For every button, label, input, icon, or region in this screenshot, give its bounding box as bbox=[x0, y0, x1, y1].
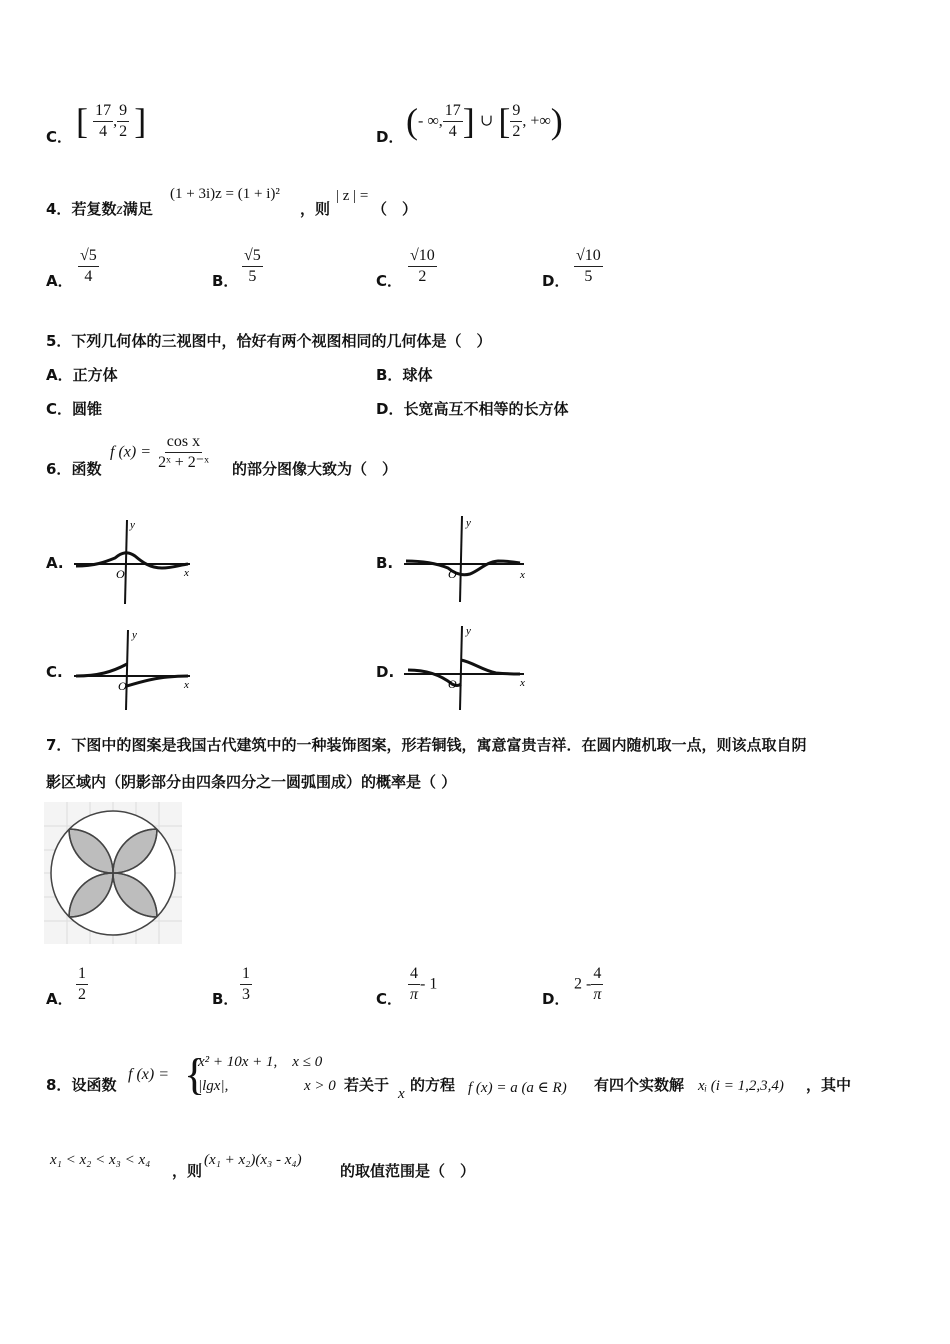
q6-stem-end: 的部分图像大致为（ ） bbox=[232, 460, 398, 478]
axis-label-y: y bbox=[466, 625, 471, 637]
q8-text-where: ，其中 bbox=[806, 1076, 852, 1094]
denominator: 2 bbox=[418, 268, 427, 285]
pos-infinity: , +∞ bbox=[522, 112, 551, 130]
q7-coin-figure bbox=[44, 802, 182, 944]
q7-option-c[interactable] bbox=[408, 964, 437, 1005]
y-axis bbox=[460, 516, 462, 602]
option-text: 球体 bbox=[402, 366, 433, 384]
q8-order: x₁ < x₂ < x₃ < x₄ bbox=[50, 1152, 151, 1168]
numerator: √10 bbox=[408, 246, 437, 267]
option-text: 长宽高互不相等的长方体 bbox=[403, 400, 569, 418]
q8-expression: (x₁ + x₂)(x₃ - x₄) bbox=[204, 1152, 302, 1168]
q4-option-c[interactable] bbox=[408, 246, 437, 287]
denominator: 3 bbox=[242, 986, 250, 1003]
left-bracket: [ bbox=[76, 101, 88, 141]
denominator: 4 bbox=[448, 122, 457, 140]
q3-option-d-math bbox=[406, 100, 563, 142]
q8-text-four-solutions: 有四个实数解 bbox=[594, 1076, 685, 1094]
origin-label: O bbox=[118, 679, 127, 693]
denominator: 4 bbox=[84, 268, 93, 285]
option-text: 圆锥 bbox=[72, 400, 103, 418]
prefix: 2 - bbox=[574, 975, 592, 993]
q6-option-a-label[interactable]: A. bbox=[46, 554, 64, 572]
question-number: 4． bbox=[46, 200, 72, 218]
neg-infinity: - ∞, bbox=[418, 112, 443, 130]
origin-label: O bbox=[448, 677, 457, 691]
numerator: 9 bbox=[510, 101, 522, 122]
axis-label-x: x bbox=[184, 679, 189, 691]
q3-option-c-label: C． bbox=[46, 128, 73, 146]
axis-label-y: y bbox=[132, 629, 137, 641]
q6-stem-start bbox=[46, 458, 101, 479]
q6-graph-b bbox=[400, 512, 535, 606]
q4-then: ，则 bbox=[300, 200, 331, 218]
q4-option-b[interactable] bbox=[242, 246, 263, 287]
q8-equation: f (x) = a (a ∈ R) bbox=[468, 1080, 567, 1096]
q8-solutions: xᵢ (i = 1,2,3,4) bbox=[698, 1078, 784, 1094]
question-number: 8． bbox=[46, 1076, 72, 1094]
q4-abs: | z | = bbox=[336, 188, 369, 204]
axis-label-x: x bbox=[184, 567, 189, 579]
denominator: 5 bbox=[248, 268, 257, 285]
q4-options bbox=[46, 246, 686, 298]
left-bracket: [ bbox=[498, 101, 511, 141]
q7-option-d[interactable] bbox=[574, 964, 603, 1005]
right-bracket: ] bbox=[462, 101, 475, 141]
numerator: √5 bbox=[242, 246, 263, 267]
q7-option-a-label: A． bbox=[46, 990, 73, 1008]
numerator: 9 bbox=[117, 101, 129, 122]
q8-text-range: 的取值范围是（ ） bbox=[340, 1162, 476, 1180]
q6-option-b-label[interactable]: B. bbox=[376, 554, 394, 572]
q6-graph-c bbox=[70, 624, 200, 714]
q4-equation: (1 + 3i)z = (1 + i)² bbox=[170, 186, 280, 202]
q4-option-d[interactable] bbox=[574, 246, 603, 287]
axis-label-x: x bbox=[520, 677, 525, 689]
text: 设函数 bbox=[71, 1076, 117, 1094]
origin-label: O bbox=[116, 567, 125, 581]
q4-stem bbox=[46, 198, 153, 219]
option-label: C． bbox=[46, 400, 73, 418]
curve-left bbox=[76, 664, 127, 676]
option-label: A． bbox=[46, 366, 73, 384]
q7-stem-line2: 影区域内（阴影部分由四条四分之一圆弧围成）的概率是（ ） bbox=[46, 773, 457, 791]
q6-option-d-label[interactable]: D. bbox=[376, 663, 395, 681]
option-label: B． bbox=[376, 366, 403, 384]
q7-option-d-label: D． bbox=[542, 990, 570, 1008]
q6-graph-a bbox=[70, 514, 200, 606]
q6-function bbox=[110, 432, 211, 473]
q7-option-b-label: B． bbox=[212, 990, 239, 1008]
q5-option-a[interactable] bbox=[46, 364, 118, 385]
denominator: 2 bbox=[78, 986, 86, 1003]
origin-label: O bbox=[448, 567, 457, 581]
text: 若复数 bbox=[71, 200, 117, 218]
q7-stem-line1: 7．下图中的图案是我国古代建筑中的一种装饰图案，形若铜钱，寓意富贵吉祥．在圆内随机取一点，则该点取自阴 bbox=[46, 736, 807, 754]
q5-option-c[interactable] bbox=[46, 398, 102, 419]
curve bbox=[76, 553, 188, 568]
axis-label-y: y bbox=[130, 519, 135, 531]
option-label: D． bbox=[376, 400, 404, 418]
q4-option-c-label: C． bbox=[376, 272, 403, 290]
q7-options bbox=[46, 964, 686, 1014]
q7-option-c-label: C． bbox=[376, 990, 403, 1008]
case-2-condition: x > 0 bbox=[304, 1078, 336, 1094]
y-axis bbox=[125, 520, 127, 604]
numerator: 4 bbox=[408, 964, 420, 985]
var-z: z bbox=[116, 201, 123, 218]
curve-right bbox=[461, 660, 520, 674]
text: 函数 bbox=[71, 460, 102, 478]
q7-option-a[interactable] bbox=[76, 964, 88, 1005]
left-paren: ( bbox=[406, 101, 418, 141]
numerator: 17 bbox=[443, 101, 463, 122]
q8-piecewise bbox=[184, 1048, 344, 1106]
brace: { bbox=[184, 1050, 206, 1099]
q4-option-d-label: D． bbox=[542, 272, 570, 290]
y-axis bbox=[126, 630, 128, 710]
denominator: π bbox=[410, 986, 419, 1003]
q5-option-b[interactable] bbox=[376, 364, 432, 385]
case-1: x² + 10x + 1, x ≤ 0 bbox=[198, 1054, 323, 1070]
q5-stem: 5．下列几何体的三视图中，恰好有两个视图相同的几何体是（ ） bbox=[46, 332, 492, 350]
q6-option-c-label[interactable]: C. bbox=[46, 663, 63, 681]
q4-paren: （ ） bbox=[372, 200, 418, 218]
q8-var-x: x bbox=[398, 1086, 405, 1102]
q3-option-d-label: D． bbox=[376, 128, 404, 146]
function-name: f (x) = bbox=[110, 443, 151, 461]
case-2: |lgx|, bbox=[198, 1078, 229, 1094]
q6-graph-d bbox=[400, 620, 535, 714]
right-bracket: ] bbox=[134, 101, 147, 141]
fraction bbox=[93, 101, 113, 142]
denominator: 5 bbox=[584, 268, 593, 285]
question-number: 6． bbox=[46, 460, 72, 478]
numerator: 17 bbox=[93, 101, 113, 122]
denominator: π bbox=[593, 986, 602, 1003]
denominator: 2ˣ + 2⁻ˣ bbox=[158, 454, 209, 471]
q3-option-c-math bbox=[76, 100, 146, 142]
denominator: 2 bbox=[119, 122, 128, 140]
axis-label-y: y bbox=[466, 517, 471, 529]
numerator: cos x bbox=[165, 432, 202, 453]
q5-option-d[interactable] bbox=[376, 398, 568, 419]
comma: , bbox=[113, 112, 118, 130]
union-symbol: ∪ bbox=[479, 112, 494, 130]
y-axis bbox=[460, 626, 462, 710]
fraction bbox=[510, 101, 522, 142]
suffix: - 1 bbox=[420, 975, 438, 993]
denominator: 2 bbox=[512, 122, 521, 140]
q8-text-about: 若关于 bbox=[344, 1076, 390, 1094]
q4-option-a-label: A． bbox=[46, 272, 73, 290]
fraction bbox=[117, 101, 129, 142]
numerator: √5 bbox=[78, 246, 99, 267]
q4-option-b-label: B． bbox=[212, 272, 239, 290]
fraction bbox=[443, 101, 463, 142]
q8-text-equation: 的方程 bbox=[410, 1076, 456, 1094]
right-paren: ) bbox=[550, 101, 563, 141]
q8-stem-start bbox=[46, 1074, 116, 1095]
curve-right bbox=[127, 676, 188, 686]
option-text: 正方体 bbox=[72, 366, 118, 384]
text: 满足 bbox=[122, 200, 153, 218]
q8-text-then: ，则 bbox=[172, 1162, 203, 1180]
numerator: 1 bbox=[76, 964, 88, 985]
numerator: √10 bbox=[574, 246, 603, 267]
q7-option-b[interactable] bbox=[240, 964, 252, 1005]
numerator: 4 bbox=[591, 964, 603, 985]
axis-label-x: x bbox=[520, 569, 525, 581]
q4-option-a[interactable] bbox=[78, 246, 99, 287]
q8-function-name: f (x) = bbox=[128, 1066, 169, 1083]
numerator: 1 bbox=[240, 964, 252, 985]
denominator: 4 bbox=[99, 122, 108, 140]
